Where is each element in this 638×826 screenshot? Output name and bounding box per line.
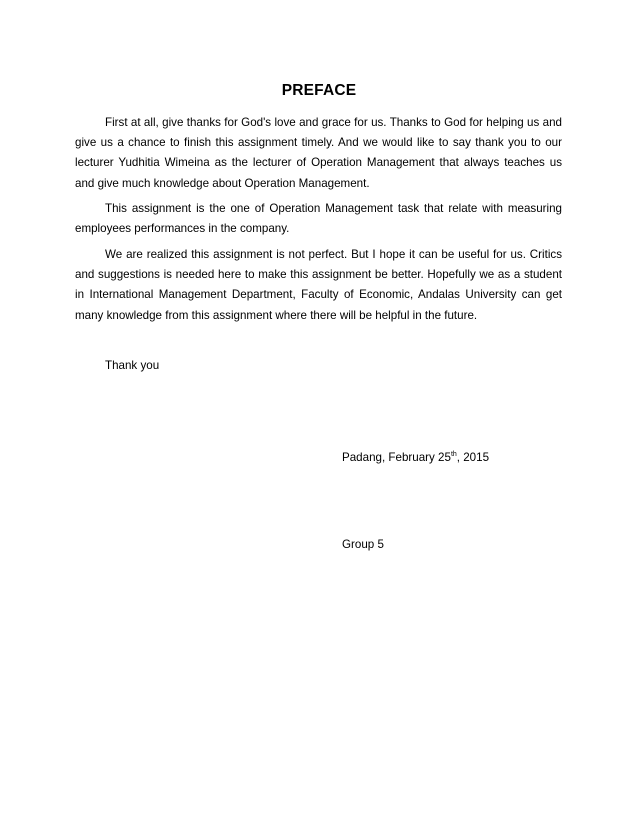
place-date-year: , 2015	[456, 451, 490, 464]
place-date-prefix: Padang, February 25	[342, 451, 451, 464]
paragraph-gratitude: First at all, give thanks for God's love and grace for us. Thanks to God for helping us and give us a chance to finish this assignment timely. And we would like to say thank you to our lecturer Yudhitia Wimeina as the lecturer of Operation Management that always teaches us and give much knowledge about Operation Management.	[75, 116, 562, 190]
place-date	[342, 448, 489, 468]
paragraph-assignment-topic: This assignment is the one of Operation Management task that relate with measuring employees performances in the company.	[75, 202, 562, 236]
page-title: PREFACE	[281, 82, 357, 99]
paragraph-hope: We are realized this assignment is not perfect. But I hope it can be useful for us. Critics and suggestions is needed here to make this assignment be better. Hopefully we as a student in International Management Department, Faculty of Economic, Andalas University can get many knowledge from this assignment where there will be helpful in the future.	[75, 248, 562, 322]
closing-text: Thank you	[105, 359, 160, 372]
signature-group: Group 5	[342, 538, 384, 551]
date-ordinal-suffix: th	[450, 451, 457, 459]
